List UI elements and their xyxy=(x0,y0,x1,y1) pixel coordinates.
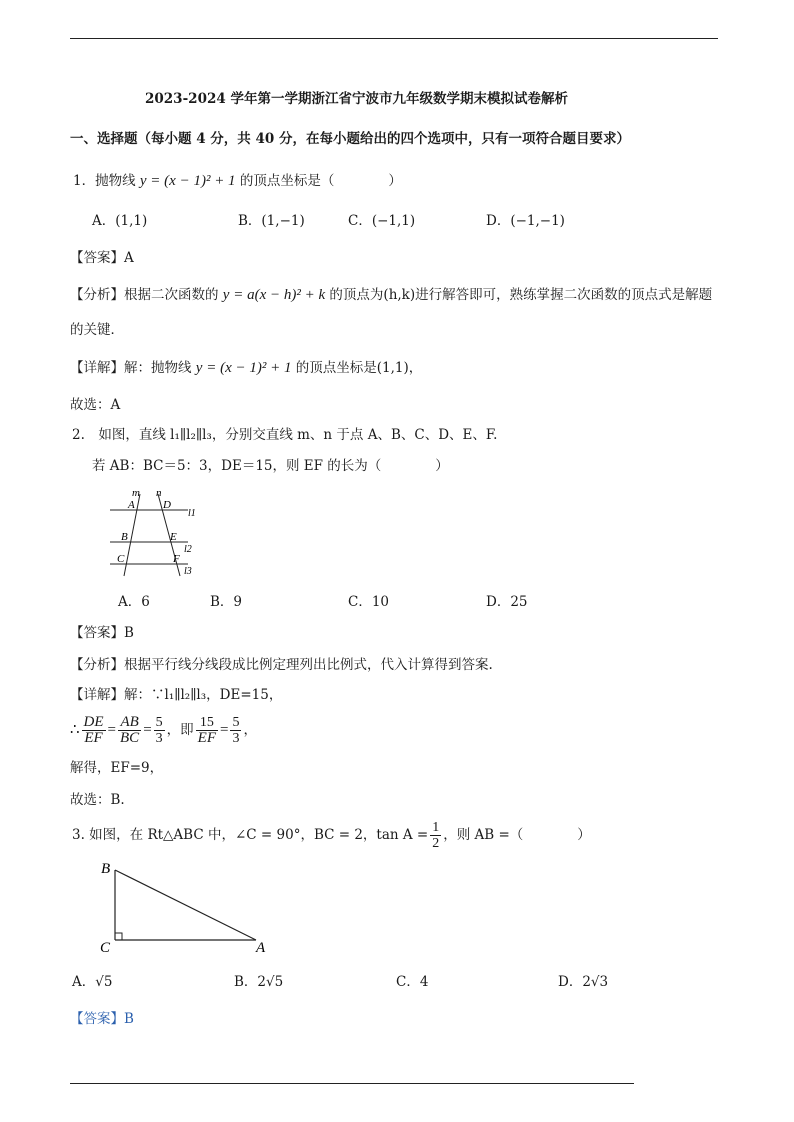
fig-label-l3: l3 xyxy=(184,566,192,577)
q2-answer: 【答案】B xyxy=(70,625,134,641)
q3-answer: 【答案】B xyxy=(70,1011,134,1027)
fig-label-c: C xyxy=(100,940,111,956)
fig-label-d: D xyxy=(163,499,171,511)
fig-label-e: E xyxy=(170,531,177,543)
q2-choose: 故选：B. xyxy=(70,792,125,808)
q1-option-d: D．(−1,−1) xyxy=(486,213,565,229)
q2-proportion: ∴ $\frac{DE}{EF}$ = $\frac{AB}{BC}$ = $\frac{5}{3}$ ，即 $\frac{15}{EF}$ = $\frac{5}{3}$ ， xyxy=(70,714,257,746)
q1-option-b: B．(1,−1) xyxy=(238,213,305,229)
q2-stem-line1: 2. 如图，直线 l₁∥l₂∥l₃，分别交直线 m、n 于点 A、B、C、D、E、F. xyxy=(72,427,498,443)
fig-label-f: F xyxy=(173,553,180,565)
q2-option-b: B．9 xyxy=(210,594,243,610)
q3-option-d: D．2√3 xyxy=(558,974,609,990)
fig-label-a: A xyxy=(128,499,135,511)
fig-label-l1: l1 xyxy=(188,508,196,519)
q3-option-a: A．√5 xyxy=(72,974,113,990)
fig-label-b: B xyxy=(101,861,111,877)
q2-solve: 解得，EF=9， xyxy=(70,760,164,776)
q2-option-d: D．25 xyxy=(486,594,528,610)
q2-figure xyxy=(104,484,204,584)
q1-analysis-cont: 的关键． xyxy=(70,322,124,338)
section-heading: 一、选择题（每小题 4 分，共 40 分，在每小题给出的四个选项中，只有一项符合题目要求） xyxy=(70,131,630,147)
q1-stem: 1．抛物线 y = (x − 1)² + 1 的顶点坐标是（ ） xyxy=(73,173,402,189)
top-rule xyxy=(70,38,718,39)
q2-option-c: C．10 xyxy=(348,594,390,610)
q3-option-c: C．4 xyxy=(396,974,429,990)
q3-figure xyxy=(96,856,276,956)
q2-stem-line2: 若 AB：BC＝5：3，DE＝15，则 EF 的长为（ ） xyxy=(92,458,449,474)
page-title: 2023-2024 学年第一学期浙江省宁波市九年级数学期末模拟试卷解析 xyxy=(145,91,568,107)
q1-detail: 【详解】解：抛物线 y = (x − 1)² + 1 的顶点坐标是(1,1)， xyxy=(70,360,423,376)
q1-option-a: A．(1,1) xyxy=(92,213,148,229)
fig-label-n: n xyxy=(156,487,162,499)
q2-option-a: A．6 xyxy=(118,594,150,610)
q1-answer: 【答案】A xyxy=(70,250,134,266)
bottom-rule xyxy=(70,1083,634,1084)
fig-label-m: m xyxy=(132,487,140,499)
q3-stem: 3. 如图，在 Rt△ABC 中，∠C = 90°，BC = 2，tan A = $\frac{1}{2}$ ，则 AB =（ ） xyxy=(72,820,591,851)
q1-choose: 故选：A xyxy=(70,397,121,413)
fig-label-b: B xyxy=(121,531,128,543)
q1-analysis: 【分析】根据二次函数的 y = a(x − h)² + k 的顶点为(h,k)进行解答即可，熟练掌握二次函数的顶点式是解题 xyxy=(70,287,713,303)
fig-label-a: A xyxy=(256,940,266,956)
q2-analysis: 【分析】根据平行线分线段成比例定理列出比例式，代入计算得到答案. xyxy=(70,657,493,673)
fig-label-l2: l2 xyxy=(184,544,192,555)
q1-option-c: C．(−1,1) xyxy=(348,213,416,229)
q3-option-b: B．2√5 xyxy=(234,974,284,990)
fig-label-c: C xyxy=(117,553,125,565)
q2-detail: 【详解】解：∵l₁∥l₂∥l₃，DE=15， xyxy=(70,687,283,703)
